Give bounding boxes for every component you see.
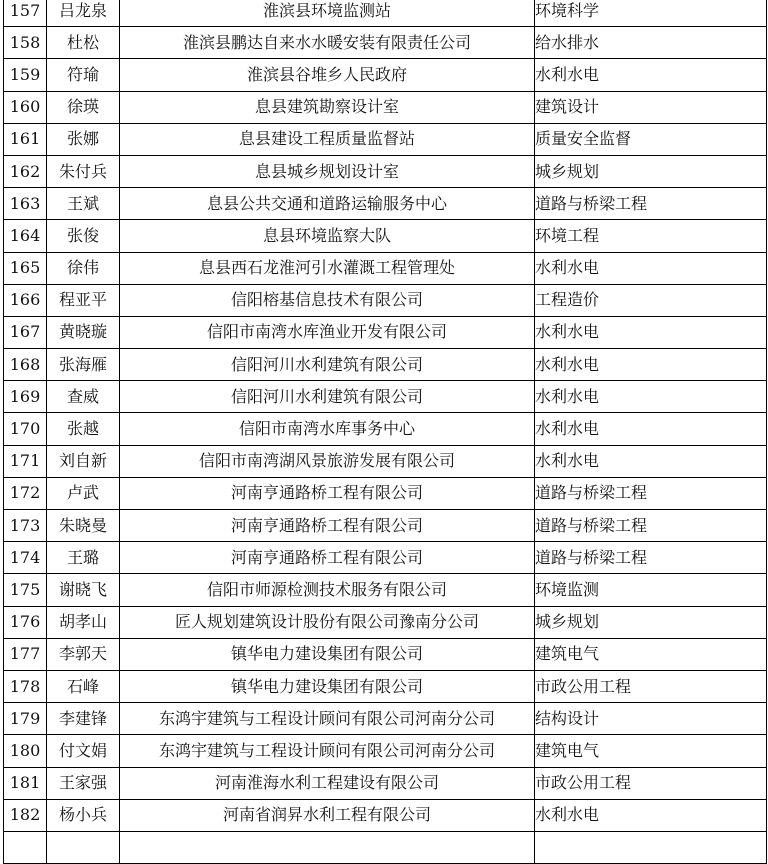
specialty-cell: 水利水电 bbox=[535, 252, 767, 284]
roster-table bbox=[3, 0, 767, 864]
row-number-cell: 160 bbox=[4, 91, 47, 123]
row-number-cell: 182 bbox=[4, 799, 47, 831]
organization-cell: 信阳市南湾水库事务中心 bbox=[120, 413, 535, 445]
table-row bbox=[4, 542, 767, 574]
specialty-cell: 水利水电 bbox=[535, 799, 767, 831]
organization-cell: 镇华电力建设集团有限公司 bbox=[120, 638, 535, 670]
organization-cell: 淮滨县鹏达自来水水暖安装有限责任公司 bbox=[120, 27, 535, 59]
row-number-cell bbox=[4, 831, 47, 863]
specialty-cell: 水利水电 bbox=[535, 349, 767, 381]
person-name-cell: 符瑜 bbox=[47, 59, 120, 91]
table-row bbox=[4, 188, 767, 220]
table-row bbox=[4, 831, 767, 863]
organization-cell: 信阳河川水利建筑有限公司 bbox=[120, 349, 535, 381]
row-number-cell: 171 bbox=[4, 445, 47, 477]
person-name-cell: 黄晓璇 bbox=[47, 316, 120, 348]
table-row bbox=[4, 381, 767, 413]
specialty-cell: 市政公用工程 bbox=[535, 767, 767, 799]
row-number-cell: 173 bbox=[4, 510, 47, 542]
specialty-cell: 环境监测 bbox=[535, 574, 767, 606]
row-number-cell: 162 bbox=[4, 155, 47, 187]
specialty-cell: 水利水电 bbox=[535, 413, 767, 445]
table-row bbox=[4, 349, 767, 381]
table-row bbox=[4, 574, 767, 606]
organization-cell: 息县环境监察大队 bbox=[120, 220, 535, 252]
row-number-cell: 175 bbox=[4, 574, 47, 606]
person-name-cell: 徐瑛 bbox=[47, 91, 120, 123]
table-row bbox=[4, 606, 767, 638]
organization-cell: 信阳市南湾湖风景旅游发展有限公司 bbox=[120, 445, 535, 477]
specialty-cell: 结构设计 bbox=[535, 703, 767, 735]
person-name-cell: 张娜 bbox=[47, 123, 120, 155]
organization-cell: 河南亨通路桥工程有限公司 bbox=[120, 510, 535, 542]
organization-cell: 东鸿宇建筑与工程设计顾问有限公司河南分公司 bbox=[120, 735, 535, 767]
row-number-cell: 165 bbox=[4, 252, 47, 284]
row-number-cell: 181 bbox=[4, 767, 47, 799]
person-name-cell: 杜松 bbox=[47, 27, 120, 59]
table-row bbox=[4, 703, 767, 735]
table-row bbox=[4, 59, 767, 91]
row-number-cell: 177 bbox=[4, 638, 47, 670]
specialty-cell: 道路与桥梁工程 bbox=[535, 477, 767, 509]
person-name-cell: 李建锋 bbox=[47, 703, 120, 735]
row-number-cell: 172 bbox=[4, 477, 47, 509]
table-row bbox=[4, 413, 767, 445]
person-name-cell: 付文娟 bbox=[47, 735, 120, 767]
person-name-cell: 王斌 bbox=[47, 188, 120, 220]
table-row bbox=[4, 0, 767, 27]
row-number-cell: 166 bbox=[4, 284, 47, 316]
specialty-cell: 建筑电气 bbox=[535, 638, 767, 670]
table-row bbox=[4, 477, 767, 509]
person-name-cell: 张海雁 bbox=[47, 349, 120, 381]
person-name-cell: 查威 bbox=[47, 381, 120, 413]
organization-cell: 淮滨县环境监测站 bbox=[120, 0, 535, 27]
person-name-cell: 张越 bbox=[47, 413, 120, 445]
row-number-cell: 167 bbox=[4, 316, 47, 348]
table-row bbox=[4, 252, 767, 284]
person-name-cell: 王家强 bbox=[47, 767, 120, 799]
specialty-cell: 市政公用工程 bbox=[535, 670, 767, 702]
row-number-cell: 169 bbox=[4, 381, 47, 413]
organization-cell: 河南淮海水利工程建设有限公司 bbox=[120, 767, 535, 799]
specialty-cell: 建筑电气 bbox=[535, 735, 767, 767]
table-row bbox=[4, 91, 767, 123]
organization-cell bbox=[120, 831, 535, 863]
specialty-cell: 水利水电 bbox=[535, 316, 767, 348]
row-number-cell: 164 bbox=[4, 220, 47, 252]
specialty-cell: 环境工程 bbox=[535, 220, 767, 252]
organization-cell: 淮滨县谷堆乡人民政府 bbox=[120, 59, 535, 91]
table-row bbox=[4, 316, 767, 348]
specialty-cell: 城乡规划 bbox=[535, 155, 767, 187]
organization-cell: 息县西石龙淮河引水灌溉工程管理处 bbox=[120, 252, 535, 284]
specialty-cell: 建筑设计 bbox=[535, 91, 767, 123]
organization-cell: 东鸿宇建筑与工程设计顾问有限公司河南分公司 bbox=[120, 703, 535, 735]
person-name-cell: 李郭天 bbox=[47, 638, 120, 670]
person-name-cell: 程亚平 bbox=[47, 284, 120, 316]
specialty-cell: 城乡规划 bbox=[535, 606, 767, 638]
table-row bbox=[4, 670, 767, 702]
specialty-cell: 给水排水 bbox=[535, 27, 767, 59]
row-number-cell: 170 bbox=[4, 413, 47, 445]
person-name-cell: 谢晓飞 bbox=[47, 574, 120, 606]
organization-cell: 镇华电力建设集团有限公司 bbox=[120, 670, 535, 702]
row-number-cell: 179 bbox=[4, 703, 47, 735]
table-row bbox=[4, 735, 767, 767]
organization-cell: 河南亨通路桥工程有限公司 bbox=[120, 542, 535, 574]
person-name-cell: 朱晓曼 bbox=[47, 510, 120, 542]
specialty-cell: 道路与桥梁工程 bbox=[535, 542, 767, 574]
organization-cell: 息县建筑勘察设计室 bbox=[120, 91, 535, 123]
person-name-cell: 王璐 bbox=[47, 542, 120, 574]
person-name-cell: 卢武 bbox=[47, 477, 120, 509]
organization-cell: 息县公共交通和道路运输服务中心 bbox=[120, 188, 535, 220]
table-row bbox=[4, 27, 767, 59]
specialty-cell: 水利水电 bbox=[535, 59, 767, 91]
table-row bbox=[4, 220, 767, 252]
specialty-cell: 道路与桥梁工程 bbox=[535, 188, 767, 220]
organization-cell: 息县城乡规划设计室 bbox=[120, 155, 535, 187]
row-number-cell: 157 bbox=[4, 0, 47, 27]
row-number-cell: 180 bbox=[4, 735, 47, 767]
specialty-cell: 水利水电 bbox=[535, 445, 767, 477]
person-name-cell bbox=[47, 831, 120, 863]
row-number-cell: 168 bbox=[4, 349, 47, 381]
table-row bbox=[4, 155, 767, 187]
organization-cell: 河南省润昇水利工程有限公司 bbox=[120, 799, 535, 831]
specialty-cell: 道路与桥梁工程 bbox=[535, 510, 767, 542]
table-row bbox=[4, 799, 767, 831]
organization-cell: 河南亨通路桥工程有限公司 bbox=[120, 477, 535, 509]
person-name-cell: 刘自新 bbox=[47, 445, 120, 477]
person-name-cell: 杨小兵 bbox=[47, 799, 120, 831]
organization-cell: 信阳河川水利建筑有限公司 bbox=[120, 381, 535, 413]
organization-cell: 匠人规划建筑设计股份有限公司豫南分公司 bbox=[120, 606, 535, 638]
specialty-cell: 水利水电 bbox=[535, 381, 767, 413]
row-number-cell: 163 bbox=[4, 188, 47, 220]
organization-cell: 息县建设工程质量监督站 bbox=[120, 123, 535, 155]
row-number-cell: 174 bbox=[4, 542, 47, 574]
person-name-cell: 朱付兵 bbox=[47, 155, 120, 187]
table-row bbox=[4, 445, 767, 477]
person-name-cell: 徐伟 bbox=[47, 252, 120, 284]
organization-cell: 信阳市师源检测技术服务有限公司 bbox=[120, 574, 535, 606]
person-name-cell: 张俊 bbox=[47, 220, 120, 252]
row-number-cell: 176 bbox=[4, 606, 47, 638]
organization-cell: 信阳榕基信息技术有限公司 bbox=[120, 284, 535, 316]
row-number-cell: 161 bbox=[4, 123, 47, 155]
table-row bbox=[4, 638, 767, 670]
row-number-cell: 178 bbox=[4, 670, 47, 702]
specialty-cell: 质量安全监督 bbox=[535, 123, 767, 155]
specialty-cell bbox=[535, 831, 767, 863]
person-name-cell: 石峰 bbox=[47, 670, 120, 702]
specialty-cell: 工程造价 bbox=[535, 284, 767, 316]
table-row bbox=[4, 510, 767, 542]
table-row bbox=[4, 284, 767, 316]
organization-cell: 信阳市南湾水库渔业开发有限公司 bbox=[120, 316, 535, 348]
person-name-cell: 吕龙泉 bbox=[47, 0, 120, 27]
row-number-cell: 159 bbox=[4, 59, 47, 91]
specialty-cell: 环境科学 bbox=[535, 0, 767, 27]
row-number-cell: 158 bbox=[4, 27, 47, 59]
table-row bbox=[4, 123, 767, 155]
table-row bbox=[4, 767, 767, 799]
roster-body bbox=[4, 0, 767, 864]
person-name-cell: 胡孝山 bbox=[47, 606, 120, 638]
